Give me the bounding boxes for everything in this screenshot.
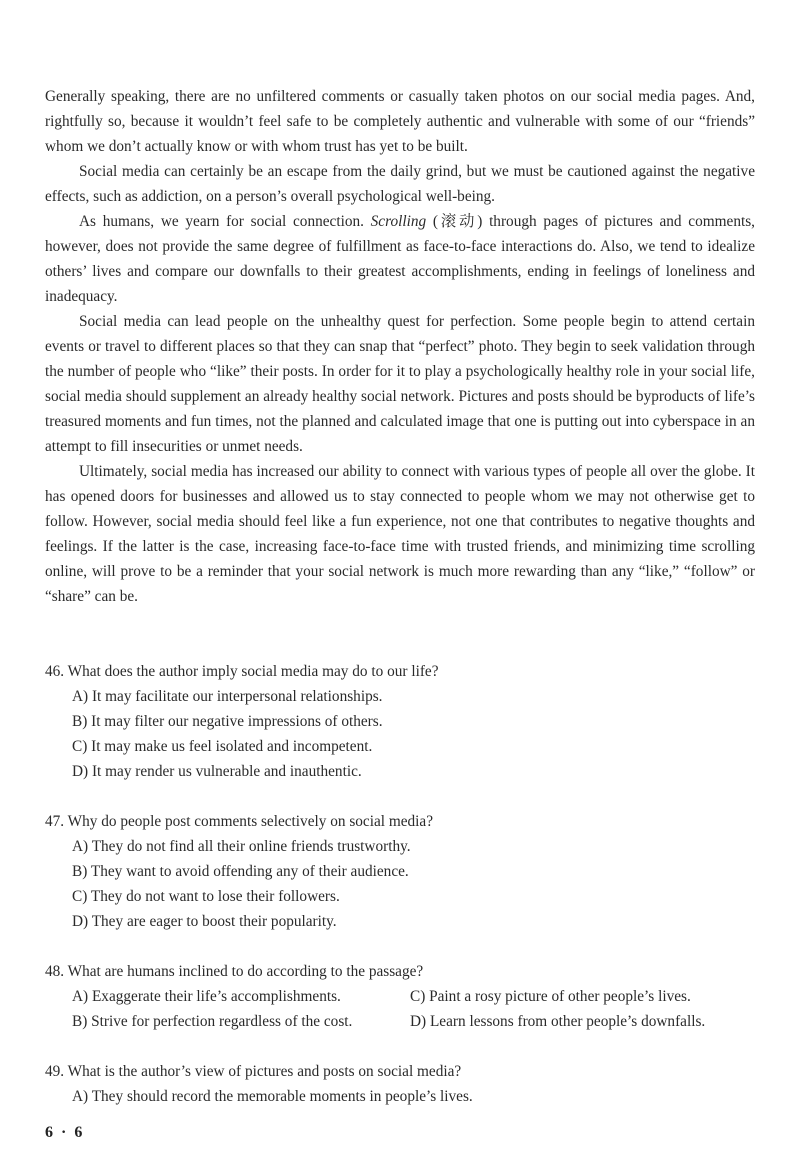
options-row-2 [72, 1009, 765, 1034]
option-c[interactable]: C) They do not want to lose their followers. [72, 888, 340, 905]
question-stem: 47. Why do people post comments selectively on social media? [45, 813, 433, 830]
options-row-1 [72, 984, 765, 1009]
option-c[interactable]: C) It may make us feel isolated and incompetent. [72, 738, 373, 755]
option-a[interactable]: A) They do not find all their online friends trustworthy. [72, 838, 411, 855]
option-d[interactable]: D) Learn lessons from other people’s downfalls. [410, 1013, 706, 1030]
term-gloss: (滚动) [426, 213, 490, 230]
passage-paragraph-1: Generally speaking, there are no unfiltered comments or casually taken photos on our social media pages. And, rightfully so, because it wouldn’t feel safe to be completely authentic and vulnerable with some of our “friends” whom we don’t actually know or with whom trust has yet to be built. [45, 88, 755, 155]
question-48 [45, 959, 765, 1034]
option-b[interactable]: B) They want to avoid offending any of their audience. [72, 863, 409, 880]
page-number: 6 · 6 [45, 1124, 85, 1141]
option-b[interactable]: B) Strive for perfection regardless of the cost. [72, 1013, 353, 1030]
question-49 [45, 1059, 765, 1109]
option-c[interactable]: C) Paint a rosy picture of other people’s lives. [410, 988, 691, 1005]
option-a[interactable]: A) It may facilitate our interpersonal relationships. [72, 688, 383, 705]
question-46 [45, 659, 765, 784]
option-a[interactable]: A) They should record the memorable moments in people’s lives. [72, 1088, 473, 1105]
passage-paragraph-4: Social media can lead people on the unhealthy quest for perfection. Some people begin to attend certain events or travel to different places so that they can snap that “perfect” photo. They begin to seek validation through the number of people who “like” their posts. In order for it to play a psychologically healthy role in your social life, social media should supplement an already healthy social network. Pictures and posts should be byproducts of life’s treasured moments and fun times, not the planned and calculated image that one is putting out into cyberspace in an attempt to fill insecurities or unmet needs. [45, 313, 755, 455]
question-47 [45, 809, 765, 934]
option-b[interactable]: B) It may filter our negative impressions of others. [72, 713, 383, 730]
reading-passage [45, 84, 755, 609]
passage-paragraph-3 [45, 209, 755, 309]
question-stem: 49. What is the author’s view of pictures and posts on social media? [45, 1063, 462, 1080]
passage-paragraph-5: Ultimately, social media has increased our ability to connect with various types of people all over the globe. It has opened doors for businesses and allowed us to stay connected to people whom we may not otherwise get to follow. However, social media should feel like a fun experience, not one that contributes to negative thoughts and feelings. If the latter is the case, increasing face-to-face time with trusted friends, and minimizing time scrolling online, will prove to be a reminder that your social network is much more rewarding than any “like,” “follow” or “share” can be. [45, 463, 755, 605]
question-stem: 48. What are humans inclined to do according to the passage? [45, 963, 424, 980]
glossed-term: Scrolling [370, 213, 427, 230]
passage-paragraph-2: Social media can certainly be an escape from the daily grind, but we must be cautioned against the negative effects, such as addiction, on a person’s overall psychological well-being. [45, 163, 755, 205]
option-d[interactable]: D) They are eager to boost their popularity. [72, 913, 337, 930]
paragraph-3-intro: As humans, we yearn for social connection. [79, 213, 371, 230]
option-a[interactable]: A) Exaggerate their life’s accomplishments. [72, 988, 341, 1005]
paragraph-3-rest: through pages of pictures and comments, however, does not provide the same degree of fulfillment as face-to-face interactions do. Also, we tend to idealize others’ lives and compare our downfalls to their greatest accomplishments, ending in feelings of loneliness and inadequacy. [45, 213, 755, 305]
question-stem: 46. What does the author imply social media may do to our life? [45, 663, 439, 680]
option-d[interactable]: D) It may render us vulnerable and inauthentic. [72, 763, 362, 780]
